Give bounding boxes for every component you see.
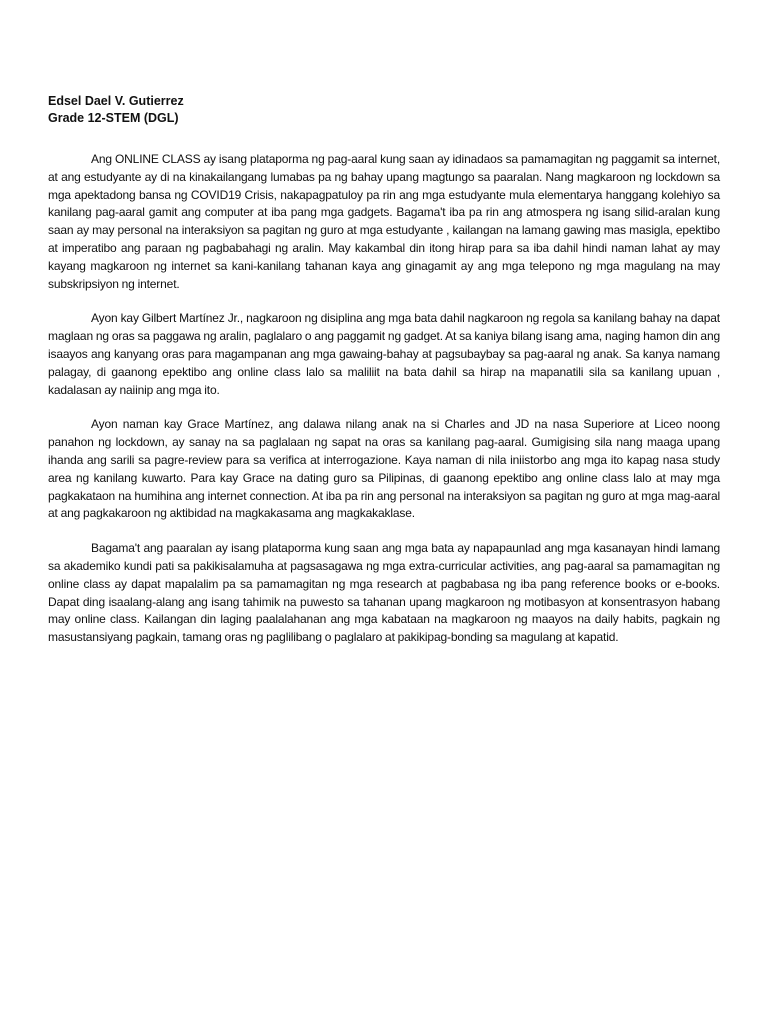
document-page — [48, 93, 720, 647]
grade-section: Grade 12-STEM (DGL) — [48, 111, 179, 125]
essay-body — [48, 151, 720, 647]
paragraph-grace: Ayon naman kay Grace Martínez, ang dalawa nilang anak na si Charles and JD na nasa Superiore at Liceo noong panahon ng lockdown, ay sanay na sa paglalaan ng sapat na oras sa kanilang pag-aaral. Gumigising sila nang maaga upang ihanda ang sarili sa pagre-review para sa verifica at interrogazione. Kaya naman di nila iniistorbo ang mga ito kapag nasa study area ng kanilang kuwarto. Para kay Grace na dating guro sa Pilipinas, di gaanong epektibo ang online class lalo at may mga pagkakataon na humihina ang internet connection. At iba pa rin ang personal na interaksiyon sa pagitan ng guro at mga mag-aaral at ang pagkakaroon ng aktibidad na magkakasama ang magkakaklase. — [48, 417, 720, 521]
author-name: Edsel Dael V. Gutierrez — [48, 94, 184, 108]
paragraph-conclusion: Bagama't ang paaralan ay isang plataporma kung saan ang mga bata ay napapaunlad ang mga kasanayan hindi lamang sa akademiko kundi pati sa pakikisalamuha at pagsasagawa ng mga extra-curricular activities, ang pag-aaral sa pamamagitan ng online class ay dapat mapalalim pa sa pamamagitan ng mga research at pagbabasa ng iba pang reference books or e-books. Dapat ding isaalang-alang ang isang tahimik na puwesto sa tahanan upang magkaroon ng motibasyon at konsentrasyon habang may online class. Kailangan din laging paalalahanan ang mga kabataan na magkaroon ng maayos na daily habits, pagkain ng masustansiyang pagkain, tamang oras ng paglilibang o paglalaro at pakikipag-bonding sa magulang at kapatid. — [48, 541, 720, 645]
paragraph-gilbert: Ayon kay Gilbert Martínez Jr., nagkaroon ng disiplina ang mga bata dahil nagkaroon ng regola sa kanilang bahay na dapat maglaan ng oras sa paggawa ng aralin, paglalaro o ang paggamit ng gadget. At sa kaniya bilang isang ama, naging hamon din ang isaayos ang kanyang oras para magampanan ang mga gawaing-bahay at pagsubaybay sa pag-aaral ng anak. Sa kanya namang palagay, di gaanong epektibo ang online class lalo sa maliliit na bata dahil sa hirap na mapanatili sila sa kanilang upuan , kadalasan ay naiinip ang mga ito. — [48, 311, 720, 397]
paragraph-intro: Ang ONLINE CLASS ay isang plataporma ng pag-aaral kung saan ay idinadaos sa pamamagitan ng paggamit sa internet, at ang estudyante ay di na kinakailangang lumabas pa ng bahay upang magtungo sa paaralan. Nang magkaroon ng lockdown sa mga apektadong bansa ng COVID19 Crisis, nakapagpatuloy pa rin ang mga estudyante mula elementarya hanggang kolehiyo sa kanilang pag-aaral gamit ang computer at iba pang mga gadgets. Bagama't iba pa rin ang atmospera ng isang silid-aralan kung saan ay may personal na interaksiyon sa pagitan ng guro at mga estudyante , kailangan na lamang gawing mas masigla, epektibo at imperatibo ang paraan ng pagbabahagi ng aralin. May kakambal din itong hirap para sa iba dahil hindi naman lahat ay may kayang magkaroon ng internet sa kani-kanilang tahanan kaya ang ginagamit ay ang mga telepono ng mga magulang na may subskripsiyon ng internet. — [48, 152, 720, 291]
